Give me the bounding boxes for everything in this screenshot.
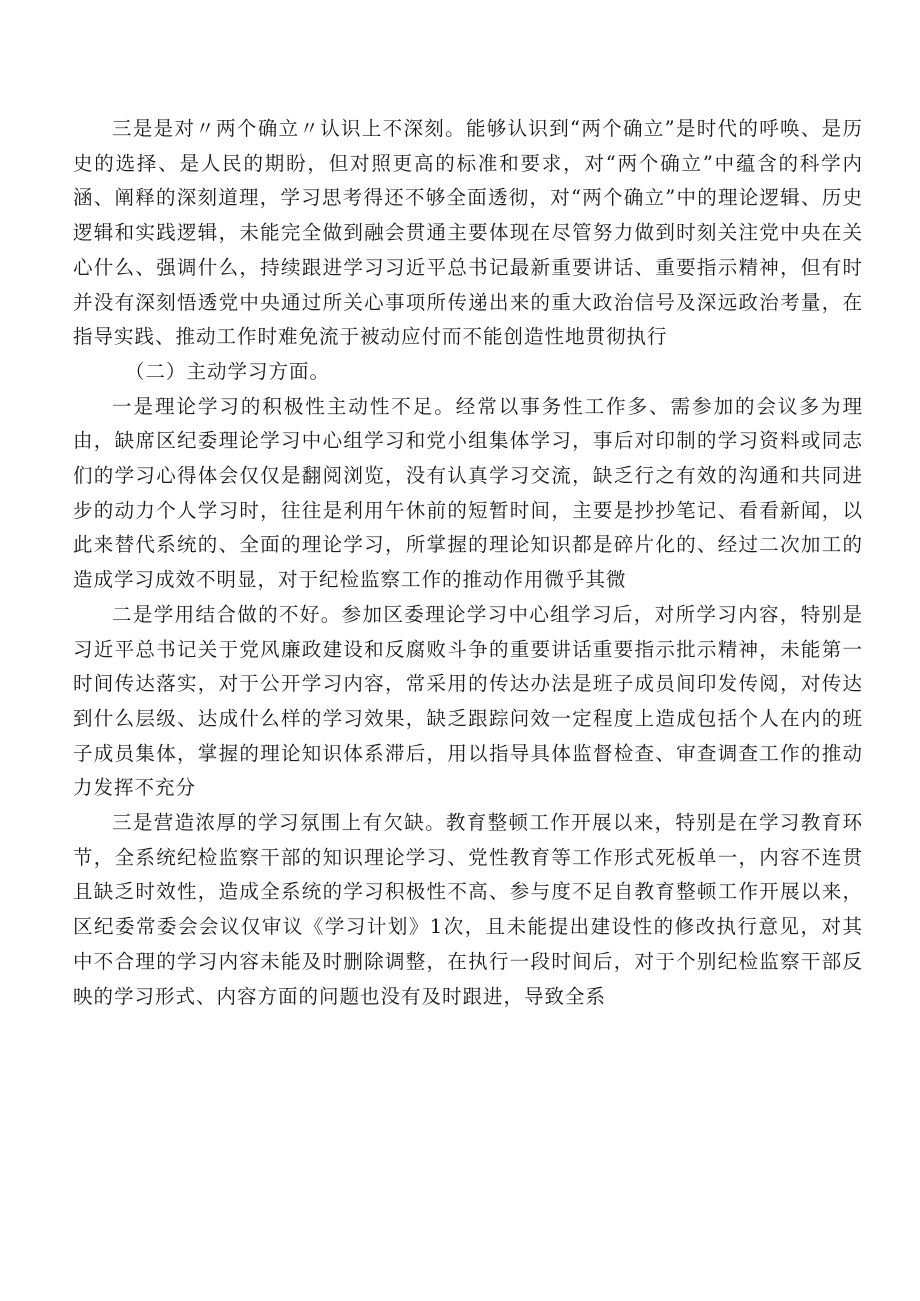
paragraph-two-establishments: 三是是对〃两个确立〃认识上不深刻。能够认识到“两个确立”是时代的呼唤、是历史的选择、是人民的期盼，但对照更高的标准和要求，对“两个确立”中蕴含的科学内涵、阐释的深刻道理，学习思考得还不够全面透彻，对“两个确立”中的理论逻辑、历史逻辑和实践逻辑，未能完全做到融会贯通主要体现在尽管努力做到时刻关注党中央在关心什么、强调什么，持续跟进学习习近平总书记最新重要讲话、重要指示精神，但有时并没有深刻悟透党中央通过所关心事项所传递出来的重大政治信号及深远政治考量，在指导实践、推动工作时难免流于被动应付而不能创造性地贯彻执行 [73, 117, 863, 349]
paragraph-study-and-application: 二是学用结合做的不好。参加区委理论学习中心组学习后，对所学习内容，特别是习近平总书记关于党风廉政建设和反腐败斗争的重要讲话重要指示批示精神，未能第一时间传达落实，对于公开学习内容，常采用的传达办法是班子成员间印发传阅，对传达到什么层级、达成什么样的学习效果，缺乏跟踪问效一定程度上造成包括个人在内的班子成员集体，掌握的理论知识体系滞后，用以指导具体监督检查、审查调查工作的推动力发挥不充分 [73, 602, 863, 800]
section-heading-active-learning: （二）主动学习方面。 [125, 359, 331, 383]
document-body [73, 112, 863, 1014]
paragraph-theory-study-initiative: 一是理论学习的积极性主动性不足。经常以事务性工作多、需参加的会议多为理由，缺席区纪委理论学习中心组学习和党小组集体学习，事后对印制的学习资料或同志们的学习心得体会仅仅是翻阅浏览，没有认真学习交流，缺乏行之有效的沟通和共同进步的动力个人学习时，往往是利用午休前的短暂时间，主要是抄抄笔记、看看新闻，以此来替代系统的、全面的理论学习，所掌握的理论知识都是碎片化的、经过二次加工的造成学习成效不明显，对于纪检监察工作的推动作用微乎其微 [73, 394, 863, 592]
paragraph-learning-atmosphere: 三是营造浓厚的学习氛围上有欠缺。教育整顿工作开展以来，特别是在学习教育环节，全系统纪检监察干部的知识理论学习、党性教育等工作形式死板单一，内容不连贯且缺乏时效性，造成全系统的学习积极性不高、参与度不足自教育整顿工作开展以来，区纪委常委会会议仅审议《学习计划》1次，且未能提出建设性的修改执行意见，对其中不合理的学习内容未能及时删除调整，在执行一段时间后，对于个别纪检监察干部反映的学习形式、内容方面的问题也没有及时跟进，导致全系 [73, 811, 863, 1008]
